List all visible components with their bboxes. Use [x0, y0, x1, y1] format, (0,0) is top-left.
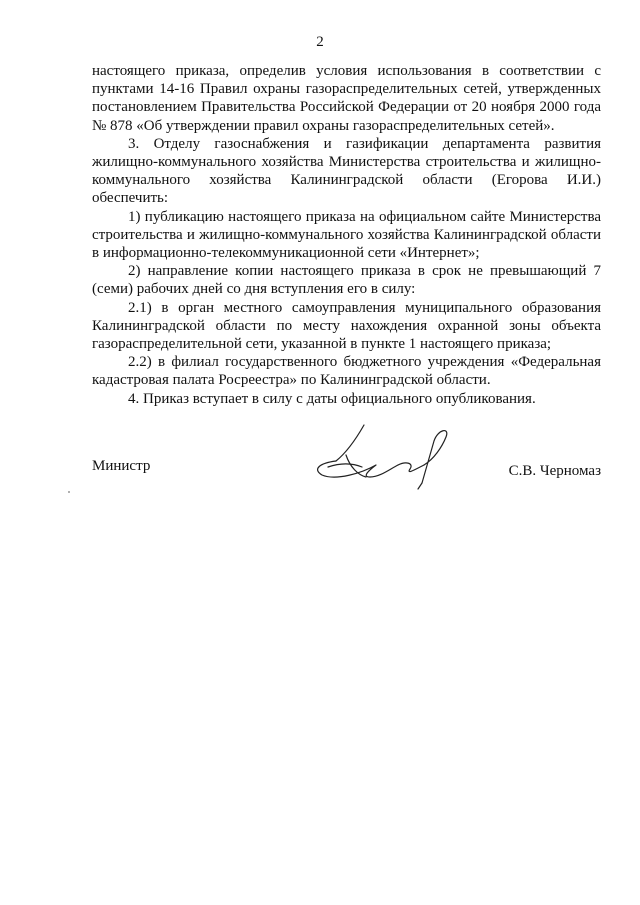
handwritten-signature — [306, 419, 466, 499]
paragraph-item-3: 3. Отделу газоснабжения и газификации департамента развития жилищно-коммунального хозяйства Министерства строительства и жилищно-коммунального хозяйства Калининградской области (Егорова И.И.) обеспечить: — [92, 135, 601, 207]
paragraph-item-2-2: 2.2) в филиал государственного бюджетного учреждения «Федеральная кадастровая палата Росреестра» по Калининградской области. — [92, 354, 601, 389]
page-number: 2 — [316, 34, 324, 50]
signer-name: С.В. Черномаз — [508, 463, 601, 479]
order-body-text — [92, 62, 601, 408]
paragraph-item-2-1: 2.1) в орган местного самоуправления муниципального образования Калининградской области по месту нахождения охранной зоны объекта газораспределительной сети, указанной в пункте 1 настоящего приказа; — [92, 299, 601, 353]
paragraph-item-3-2: 2) направление копии настоящего приказа в срок не превышающий 7 (семи) рабочих дней со дня вступления его в силу: — [92, 263, 601, 298]
signature-block — [92, 455, 601, 495]
paragraph-item-3-1: 1) публикацию настоящего приказа на официальном сайте Министерства строительства и жилищно-коммунального хозяйства Калининградской области в информационно-телекоммуникационной сети «Интернет»; — [92, 208, 601, 262]
paragraph-continuation: настоящего приказа, определив условия использования в соответствии с пунктами 14-16 Правил охраны газораспределительных сетей, утвержденных постановлением Правительства Российской Федерации от 20 ноября 2000 года № 878 «Об утверждении правил охраны газораспределительных сетей». — [92, 63, 601, 134]
paragraph-item-4: 4. Приказ вступает в силу с даты официального опубликования. — [128, 390, 536, 407]
signer-title: Министр — [92, 458, 151, 474]
margin-dot — [68, 491, 70, 493]
